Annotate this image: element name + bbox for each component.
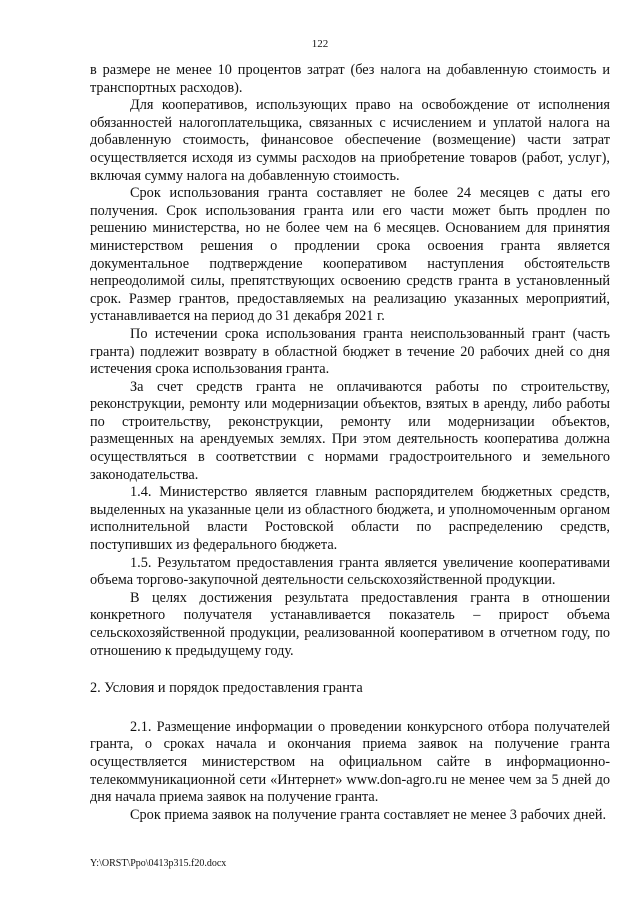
paragraph: Срок приема заявок на получение гранта составляет не менее 3 рабочих дней. [130, 806, 607, 823]
paragraph: 1.5. Результатом предоставления гранта является увеличение кооперативами объема торгово-закупочной деятельности сельскохозяйственной продукции. [90, 554, 610, 589]
paragraph: В целях достижения результата предоставления гранта в отношении конкретного получателя устанавливается показатель – прирост объема сельскохозяйственной продукции, реализованной кооперативом в отчетном году, по отношению к предыдущему году. [90, 589, 610, 659]
page-number: 122 [311, 38, 329, 50]
footer-file-path: Y:\ORST\Ppo\0413p315.f20.docx [90, 858, 227, 869]
paragraph: По истечении срока использования гранта неиспользованный грант (часть гранта) подлежит возврату в областной бюджет в течение 20 рабочих дней со дня истечения срока использования гранта. [90, 325, 610, 378]
paragraph: 1.4. Министерство является главным распорядителем бюджетных средств, выделенных на указанные цели из областного бюджета, и уполномоченным органом исполнительной власти Ростовской области по распределению средств, поступивших из федерального бюджета. [90, 484, 610, 554]
paragraph: в размере не менее 10 процентов затрат (без налога на добавленную стоимость и транспортных расходов). [90, 62, 610, 96]
paragraph: Для кооперативов, использующих право на освобождение от исполнения обязанностей налогоплательщика, связанных с исчислением и уплатой налога на добавленную стоимость, финансовое обеспечение (возмещение) части затрат осуществляется исходя из суммы расходов на приобретение товаров (работ, услуг), включая сумму налога на добавленную стоимость. [90, 97, 610, 184]
paragraph: 2.1. Размещение информации о проведении конкурсного отбора получателей гранта, о сроках начала и окончания приема заявок на получение гранта осуществляется министерством на официальном сайте в информационно-телекоммуникационной сети «Интернет» www.don-agro.ru не менее чем за 5 дней до дня начала приема заявок на получение гранта. [90, 718, 610, 806]
section-heading: 2. Условия и порядок предоставления гранта [90, 680, 363, 697]
paragraph: За счет средств гранта не оплачиваются работы по строительству, реконструкции, ремонту или модернизации объектов, взятых в аренду, либо работы по строительству, реконструкции, ремонту или модернизации объектов, размещенных на арендуемых землях. При этом деятельность кооператива должна осуществляться в соответствии с нормами градостроительного и земельного законодательства. [90, 378, 610, 483]
paragraph: Срок использования гранта составляет не более 24 месяцев с даты его получения. Срок использования гранта или его части может быть продлен по решению министерства, но не более чем на 6 месяцев. Основанием для принятия министерством решения о продлении срока освоения гранта является документальное подтверждение кооперативом наступления обстоятельств непреодолимой силы, препятствующих освоению средств гранта в установленный срок. Размер грантов, предоставляемых на реализацию указанных мероприятий, устанавливается на период до 31 декабря 2021 г. [90, 185, 610, 325]
document-body [90, 62, 610, 824]
